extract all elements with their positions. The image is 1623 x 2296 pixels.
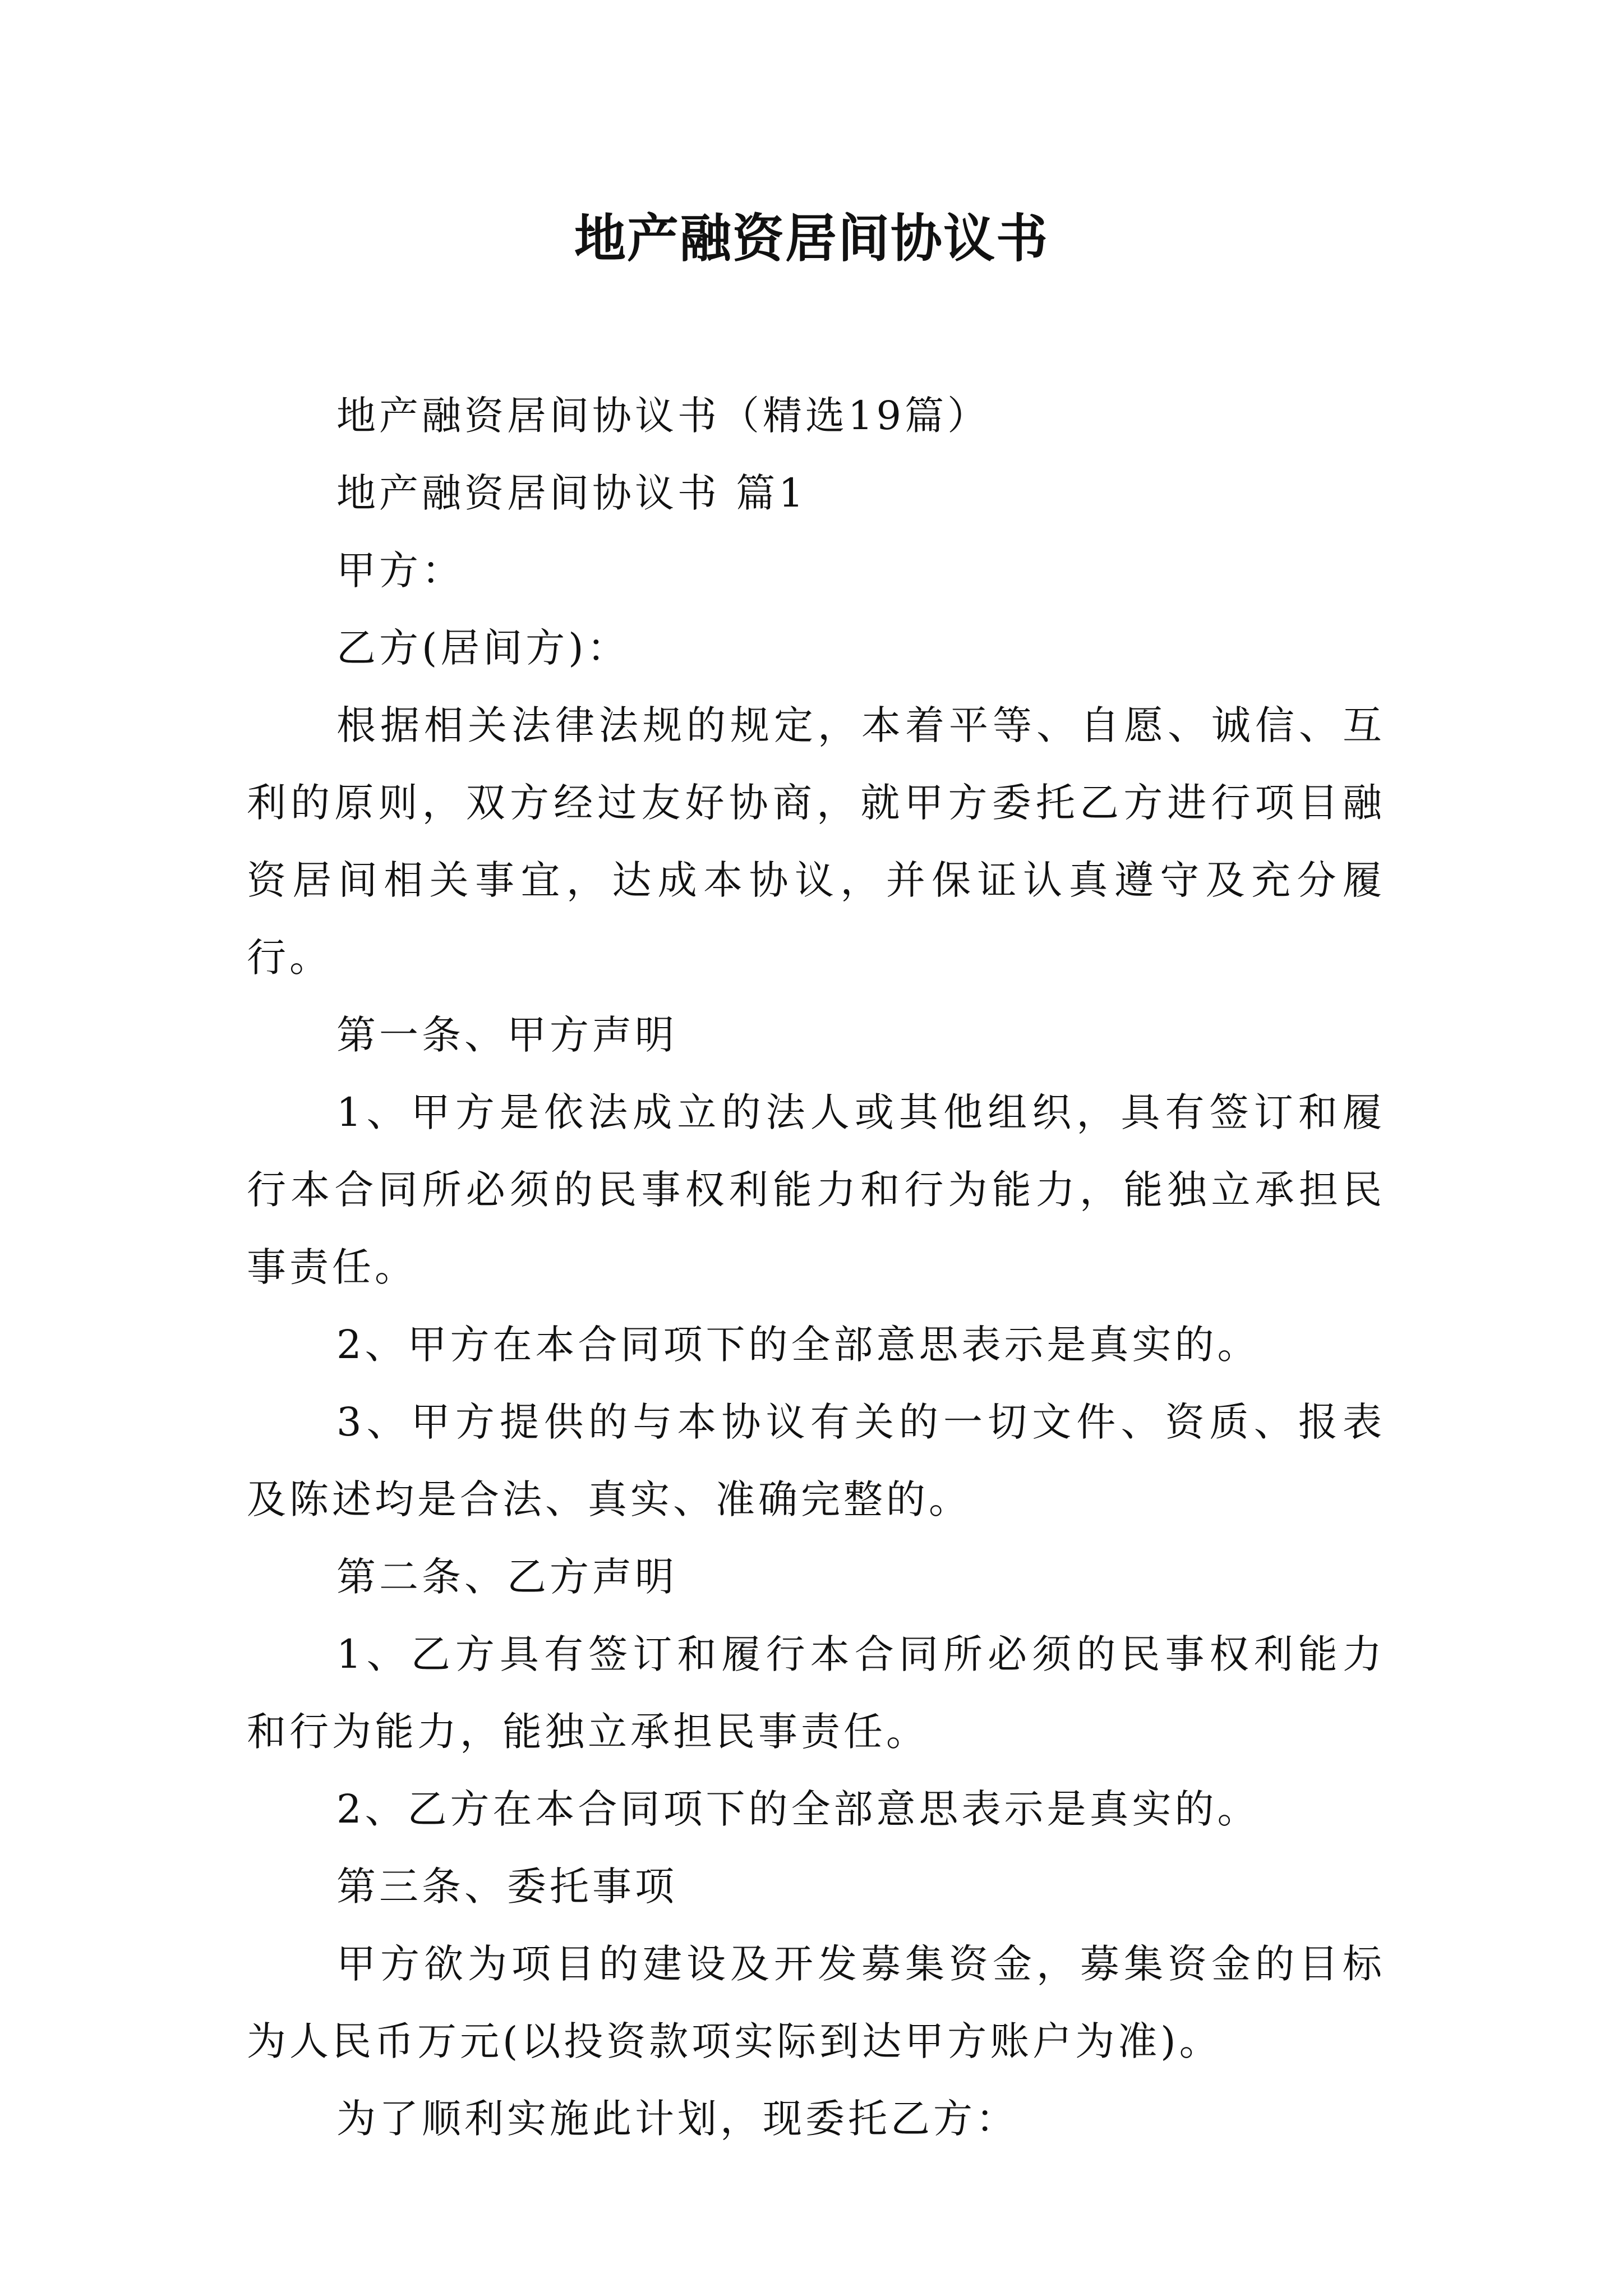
section-heading-1: 第一条、甲方声明 (336, 1012, 677, 1058)
paragraph-preamble: 根据相关法律法规的规定，本着平等、自愿、诚信、互利的原则，双方经过友好协商，就甲方委托乙方进行项目融资居间相关事宜，达成本协议，并保证认真遵守及充分履行。 (247, 702, 1385, 981)
clause-2-1: 1、乙方具有签订和履行本合同所必须的民事权利能力和行为能力，能独立承担民事责任。 (247, 1631, 1385, 1755)
paragraph-party-a: 甲方： (336, 547, 464, 593)
document-title: 地产融资居间协议书 (574, 208, 1049, 269)
clause-3-1: 甲方欲为项目的建设及开发募集资金，募集资金的目标为人民币万元(以投资款项实际到达甲方账户为准)。 (247, 1941, 1385, 2064)
paragraph-collection-title: 地产融资居间协议书（精选19篇） (336, 393, 990, 439)
clause-1-3: 3、甲方提供的与本协议有关的一切文件、资质、报表及陈述均是合法、真实、准确完整的。 (247, 1399, 1385, 1522)
paragraph-article-heading: 地产融资居间协议书 篇1 (336, 470, 807, 516)
section-heading-2: 第二条、乙方声明 (336, 1554, 677, 1600)
clause-3-2: 为了顺利实施此计划，现委托乙方： (336, 2096, 1018, 2142)
clause-1-1: 1、甲方是依法成立的法人或其他组织，具有签订和履行本合同所必须的民事权利能力和行为能力，能独立承担民事责任。 (247, 1089, 1385, 1290)
clause-2-2: 2、乙方在本合同项下的全部意思表示是真实的。 (336, 1786, 1260, 1832)
paragraph-party-b: 乙方(居间方)： (336, 625, 630, 671)
clause-1-2: 2、甲方在本合同项下的全部意思表示是真实的。 (336, 1322, 1260, 1368)
document-body (247, 377, 1385, 2157)
section-heading-3: 第三条、委托事项 (336, 1864, 677, 1910)
